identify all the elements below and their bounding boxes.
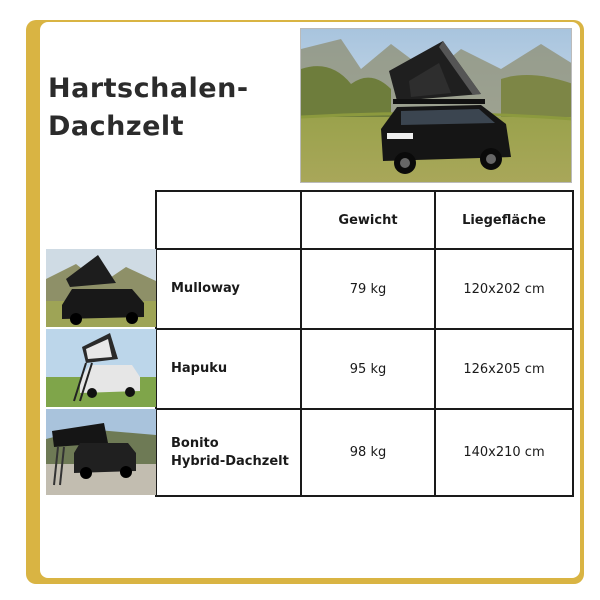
spec-table [155,190,574,497]
row-name-line: Hapuku [171,361,228,376]
mulloway-thumb [46,249,156,327]
row-liegeflaeche: 140x210 cm [435,409,573,496]
hero-photo [300,28,572,183]
table-row [156,249,573,329]
header-liegeflaeche: Liegefläche [435,191,573,249]
title-line-2: Dachzelt [48,111,185,142]
bonito-thumb-svg [46,409,156,495]
row-gewicht: 95 kg [301,329,435,409]
row-gewicht: 98 kg [301,409,435,496]
row-name-line: Mulloway [171,281,240,296]
row-name [156,409,301,496]
header-gewicht: Gewicht [301,191,435,249]
row-name-line: Bonito [171,435,219,451]
row-liegeflaeche: 120x202 cm [435,249,573,329]
table-row [156,409,573,496]
hapuku-thumb-svg [46,329,156,407]
mulloway-thumb-svg [46,249,156,327]
hapuku-thumb [46,329,156,407]
table-header-row [156,191,573,249]
row-name [156,329,301,409]
row-name-line: Hybrid-Dachzelt [171,453,289,469]
title-line-1: Hartschalen- [48,73,249,104]
hero-photo-svg [301,29,572,183]
row-gewicht: 79 kg [301,249,435,329]
bonito-thumb [46,409,156,495]
row-name [156,249,301,329]
row-liegeflaeche: 126x205 cm [435,329,573,409]
header-empty [156,191,301,249]
table-row [156,329,573,409]
page-title [48,70,288,146]
